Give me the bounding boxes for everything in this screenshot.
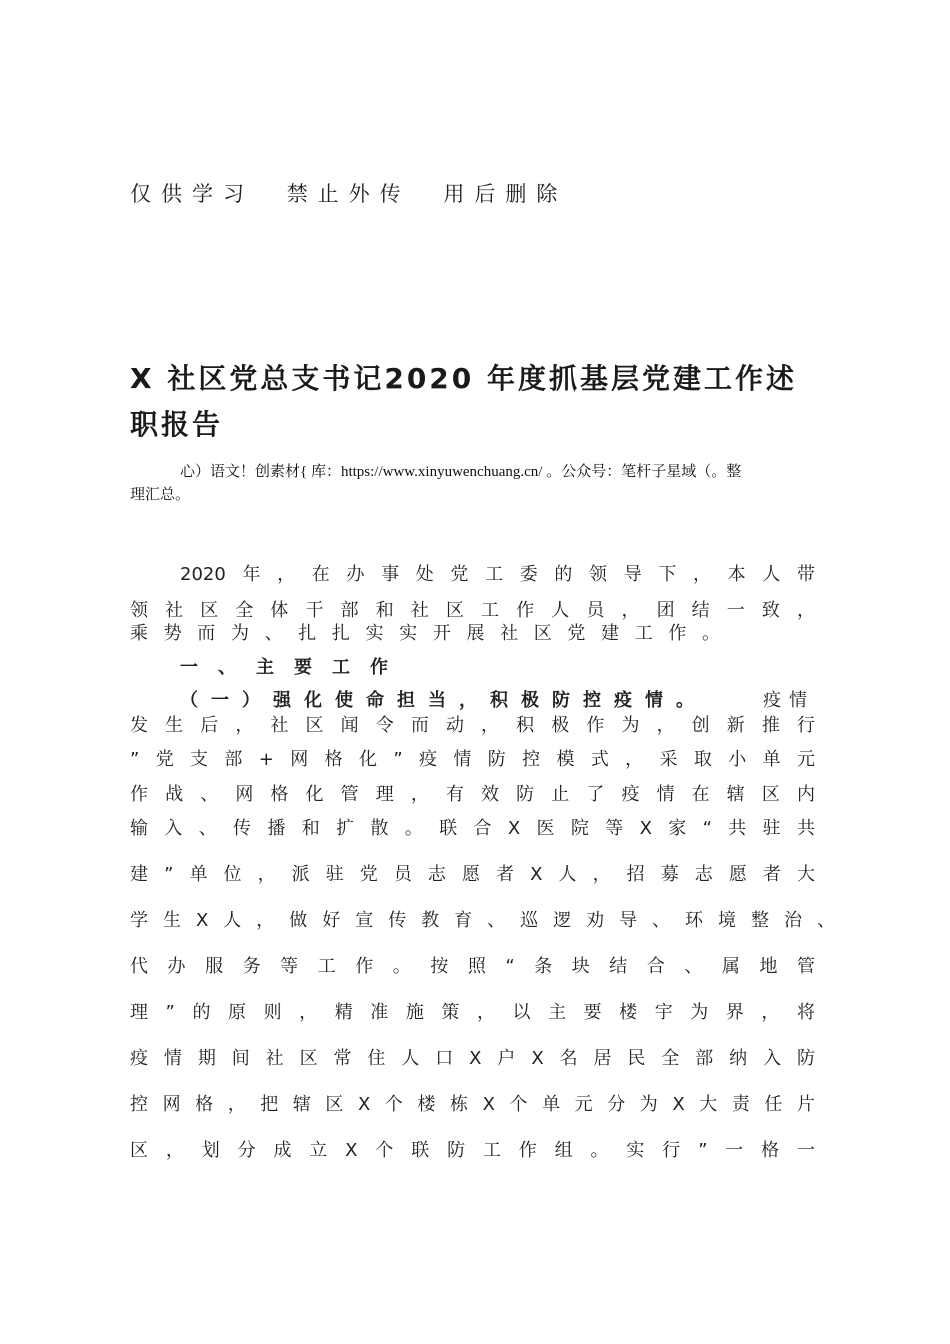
usage-notice — [130, 180, 583, 208]
source-note-line-2: 理汇总。 — [130, 487, 191, 503]
paragraph-line: 学生X人，做好宣传教育、巡逻劝导、环境整治、 — [130, 910, 835, 931]
subsection-1-title: （一）强化使命担当，积极防控疫情。 — [180, 690, 707, 711]
paragraph-line: 理”的原则，精准施策，以主要楼宇为界，将 — [130, 1002, 815, 1023]
source-note-line-1: 心）语文！创素材{ 库：https://www.xinyuwenchuang.cn/ 。公众号：笔杆子星域（。整 — [180, 464, 742, 480]
intro-line-1: 2020年，在办事处党工委的领导下，本人带 — [180, 564, 815, 585]
section-heading-main-work: 一、主要工作 — [180, 657, 408, 678]
paragraph-line: ”党支部+网格化”疫情防控模式，采取小单元 — [130, 749, 815, 770]
intro-line-2: 领社区全体干部和社区工作人员，团结一致， — [130, 600, 815, 621]
paragraph-line: 区，划分成立X个联防工作组。实行”一格一 — [130, 1140, 815, 1161]
notice-delete-after-use: 用后删除 — [443, 182, 568, 206]
paragraph-line: 控网格，把辖区X个楼栋X个单元分为X大责任片 — [130, 1094, 815, 1115]
paragraph-line: 建”单位，派驻党员志愿者X人，招募志愿者大 — [130, 864, 815, 885]
notice-study-only: 仅供学习 — [130, 182, 254, 206]
paragraph-line: 作战、网格化管理，有效防止了疫情在辖区内 — [130, 784, 815, 805]
subsection-1-first-line — [180, 689, 815, 713]
document-title-line-2: 职报告 — [130, 408, 224, 441]
paragraph-line: 输入、传播和扩散。联合X医院等X家“共驻共 — [130, 818, 815, 839]
subsection-1-line-tail: 疫情 — [763, 690, 815, 711]
intro-line-3: 乘势而为、扎扎实实开展社区党建工作。 — [130, 623, 720, 644]
paragraph-line: 发生后，社区闻令而动，积极作为，创新推行 — [130, 715, 815, 736]
paragraph-line: 代办服务等工作。按照“条块结合、属地管 — [130, 956, 815, 977]
notice-no-distribution: 禁止外传 — [286, 182, 411, 206]
document-title-line-1: X 社区党总支书记2020 年度抓基层党建工作述 — [130, 362, 798, 395]
paragraph-line: 疫情期间社区常住人口X户X名居民全部纳入防 — [130, 1048, 815, 1069]
